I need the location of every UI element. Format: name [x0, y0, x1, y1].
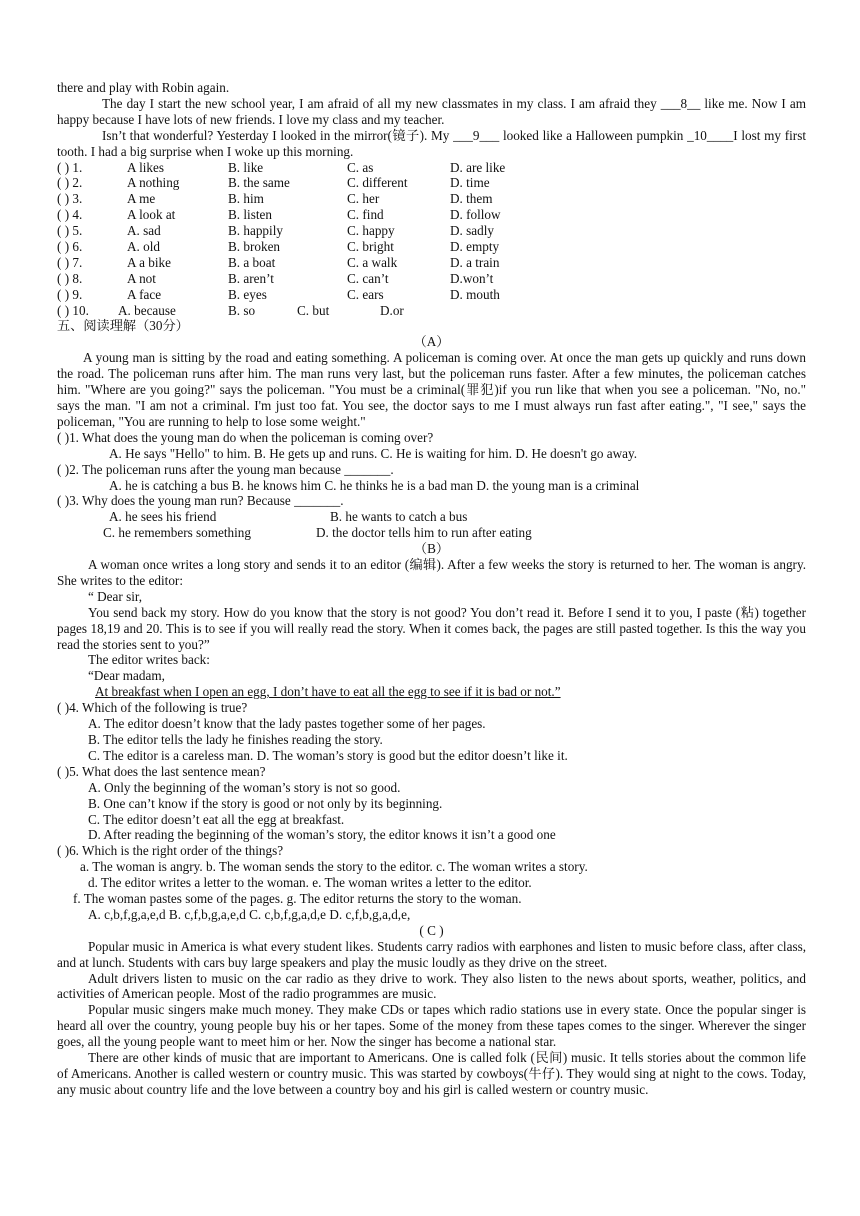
question-2-options: A. he is catching a bus B. he knows him C. he thinks he is a bad man D. the young man is a criminal	[109, 477, 640, 493]
question-3-options-ab	[57, 509, 806, 525]
option-a: A look at	[127, 207, 176, 223]
option-b: B. so	[228, 302, 256, 318]
option-a: A nothing	[127, 175, 180, 191]
question-3: ( )3. Why does the young man run? Because _______.	[57, 493, 344, 509]
option-c: C. happy	[347, 223, 395, 239]
section-title: 五、阅读理解（30分）	[57, 318, 189, 334]
question-5-option-d: D. After reading the beginning of the woman’s story, the editor knows it isn’t a good one	[88, 827, 556, 843]
option-a: A face	[127, 286, 162, 302]
cloze-row-1	[57, 160, 806, 176]
passage-b-quote-line	[57, 684, 806, 700]
option-d: D. mouth	[450, 286, 500, 302]
option-c: C. ears	[347, 286, 384, 302]
option-d: D. follow	[450, 207, 501, 223]
option-d: D. the doctor tells him to run after eating	[316, 525, 532, 541]
option-c: C. find	[347, 207, 384, 223]
option-a: A likes	[127, 159, 164, 175]
passage-c-label: ( C )	[419, 922, 444, 938]
question-3-options-cd	[57, 525, 806, 541]
question-1-options: A. He says "Hello" to him. B. He gets up and runs. C. He is waiting for him. D. He doesn't go away.	[109, 445, 637, 461]
question-5-option-a: A. Only the beginning of the woman’s story is not so good.	[88, 779, 401, 795]
question-1: ( )1. What does the young man do when the policeman is coming over?	[57, 429, 434, 445]
question-6-line-2: d. The editor writes a letter to the woman. e. The woman writes a letter to the editor.	[88, 875, 532, 891]
passage-b-paragraph-4: The editor writes back:	[88, 652, 210, 668]
question-4-option-b: B. The editor tells the lady he finishes reading the story.	[88, 731, 383, 747]
cloze-row-7	[57, 255, 806, 271]
passage-b-quote: At breakfast when I open an egg, I don’t have to eat all the egg to see if it is bad or not.”	[95, 684, 561, 700]
intro-paragraph-1: The day I start the new school year, I am afraid of all my new classmates in my class. I am afraid they ___8__ like me. Now I am happy because I have lots of new friends. I love my class and my teacher.	[57, 95, 806, 127]
option-d: D.or	[380, 302, 404, 318]
option-d: D. a train	[450, 254, 500, 270]
option-c: C. he remembers something	[103, 525, 251, 541]
option-b: B. aren’t	[228, 270, 274, 286]
option-c: C. bright	[347, 238, 394, 254]
passage-b-paragraph-2: “ Dear sir,	[88, 588, 143, 604]
cloze-row-5	[57, 223, 806, 239]
option-c: C. different	[347, 175, 408, 191]
cloze-row-4	[57, 207, 806, 223]
question-6-line-1: a. The woman is angry. b. The woman sends the story to the editor. c. The woman writes a story.	[80, 859, 588, 875]
option-b: B. a boat	[228, 254, 276, 270]
option-b: B. him	[228, 191, 264, 207]
option-d: D.won’t	[450, 270, 494, 286]
option-a: A. he sees his friend	[109, 509, 217, 525]
option-b: B. he wants to catch a bus	[330, 509, 468, 525]
cloze-row-3	[57, 191, 806, 207]
question-4-option-cd: C. The editor is a careless man. D. The woman’s story is good but the editor doesn’t like it.	[88, 747, 568, 763]
option-c: C. as	[347, 159, 374, 175]
cloze-row-8	[57, 271, 806, 287]
cloze-num: ( ) 7.	[57, 254, 83, 270]
option-c: C. her	[347, 191, 380, 207]
cloze-options	[57, 160, 806, 303]
option-b: B. listen	[228, 207, 272, 223]
passage-a-label: （A）	[413, 334, 450, 350]
option-b: B. the same	[228, 175, 290, 191]
question-6-line-3: f. The woman pastes some of the pages. g. The editor returns the story to the woman.	[73, 891, 522, 907]
cloze-num: ( ) 10.	[57, 302, 89, 318]
passage-b-paragraph-1: A woman once writes a long story and sends it to an editor (编辑). After a few weeks the story is returned to her. The woman is angry. She writes to the editor:	[57, 557, 806, 588]
intro-paragraph-2: Isn’t that wonderful? Yesterday I looked in the mirror(镜子). My ___9___ looked like a Halloween pumpkin _10____I lost my first tooth. I had a big surprise when I woke up this morning.	[57, 127, 806, 159]
cloze-num: ( ) 6.	[57, 238, 83, 254]
option-d: D. are like	[450, 159, 506, 175]
cloze-num: ( ) 5.	[57, 223, 83, 239]
question-5-option-c: C. The editor doesn’t eat all the egg at breakfast.	[88, 811, 345, 827]
cloze-num: ( ) 3.	[57, 191, 83, 207]
passage-b-paragraph-3: You send back my story. How do you know that the story is not good? You don’t read it. Before I send it to you, I paste (粘) together pages 18,19 and 20. This is to see if you will really read the story. When it comes back, the pages are still pasted together. Is this the way you read the stories sent to you?”	[57, 604, 806, 652]
cloze-num: ( ) 2.	[57, 175, 83, 191]
passage-b-paragraph-5: “Dear madam,	[88, 668, 165, 684]
cloze-row-9	[57, 287, 806, 303]
option-d: D. empty	[450, 238, 500, 254]
option-d: D. them	[450, 191, 493, 207]
passage-c-paragraph-3: Popular music singers make much money. They make CDs or tapes which radio stations use in every state. Once the popular singer is heard all over the country, young people buy his or her tapes. Some of the money from these tapes comes to the singer. Wherever the singer goes, all the young people want to meet him or her. Now the singer has become a national star.	[57, 1002, 806, 1050]
option-a: A a bike	[127, 254, 171, 270]
option-b: B. happily	[228, 223, 283, 239]
cloze-num: ( ) 9.	[57, 286, 83, 302]
passage-c-paragraph-1: Popular music in America is what every student likes. Students carry radios with earphones and listen to music before class, after class, and at lunch. Students with cars buy large speakers and play the music loudly as they drive on the street.	[57, 938, 806, 970]
cloze-num: ( ) 1.	[57, 159, 83, 175]
question-4-option-a: A. The editor doesn’t know that the lady pastes together some of her pages.	[88, 716, 486, 732]
question-5: ( )5. What does the last sentence mean?	[57, 763, 266, 779]
passage-a-text: A young man is sitting by the road and eating something. A policeman is coming over. At once the man gets up quickly and runs down the road. The policeman runs after him. The man runs very last, but the policeman runs faster. After a few minutes, the policeman catches him. "Where are you going?" says the policeman. "You must be a criminal(罪犯)if you run like that when you see a policeman. "No, no." says the man. "I am not a criminal. I'm just too fat. You see, the doctor says to me I must always run fast after eating.", "I see," says the policeman, "You are running to help to lose some weight."	[57, 350, 806, 429]
option-a: A. because	[118, 302, 176, 318]
question-5-option-b: B. One can’t know if the story is good or not only by its beginning.	[88, 795, 443, 811]
option-a: A not	[127, 270, 156, 286]
passage-c-paragraph-4: There are other kinds of music that are important to Americans. One is called folk (民间) music. It tells stories about the common life of Americans. Another is called western or country music. This was started by cowboys(牛仔). They would sing at night to the cows. Today, any music about country life and the love between a country boy and his girl is called western or country music.	[57, 1050, 806, 1097]
cloze-num: ( ) 8.	[57, 270, 83, 286]
intro-line: there and play with Robin again.	[57, 80, 230, 95]
cloze-num: ( ) 4.	[57, 207, 83, 223]
question-6-options: A. c,b,f,g,a,e,d B. c,f,b,g,a,e,d C. c,b,f,g,a,d,e D. c,f,b,g,a,d,e,	[88, 906, 411, 922]
option-a: A. old	[127, 238, 160, 254]
cloze-row-10	[57, 303, 806, 319]
option-b: B. broken	[228, 238, 281, 254]
cloze-row-2	[57, 175, 806, 191]
option-d: D. time	[450, 175, 490, 191]
question-2: ( )2. The policeman runs after the young man because _______.	[57, 461, 394, 477]
option-a: A. sad	[127, 223, 161, 239]
option-c: C. but	[297, 302, 330, 318]
option-d: D. sadly	[450, 223, 494, 239]
cloze-row-6	[57, 239, 806, 255]
option-a: A me	[127, 191, 156, 207]
passage-c-paragraph-2: Adult drivers listen to music on the car radio as they drive to work. They also listen to the news about sports, weather, politics, and activities of American people. Most of the radio programmes are music.	[57, 970, 806, 1002]
question-4: ( )4. Which of the following is true?	[57, 700, 248, 716]
worksheet-page	[57, 80, 806, 1098]
option-c: C. a walk	[347, 254, 398, 270]
option-b: B. like	[228, 159, 264, 175]
option-b: B. eyes	[228, 286, 267, 302]
option-c: C. can’t	[347, 270, 389, 286]
passage-b-label: （B）	[413, 541, 450, 557]
question-6: ( )6. Which is the right order of the things?	[57, 843, 284, 859]
